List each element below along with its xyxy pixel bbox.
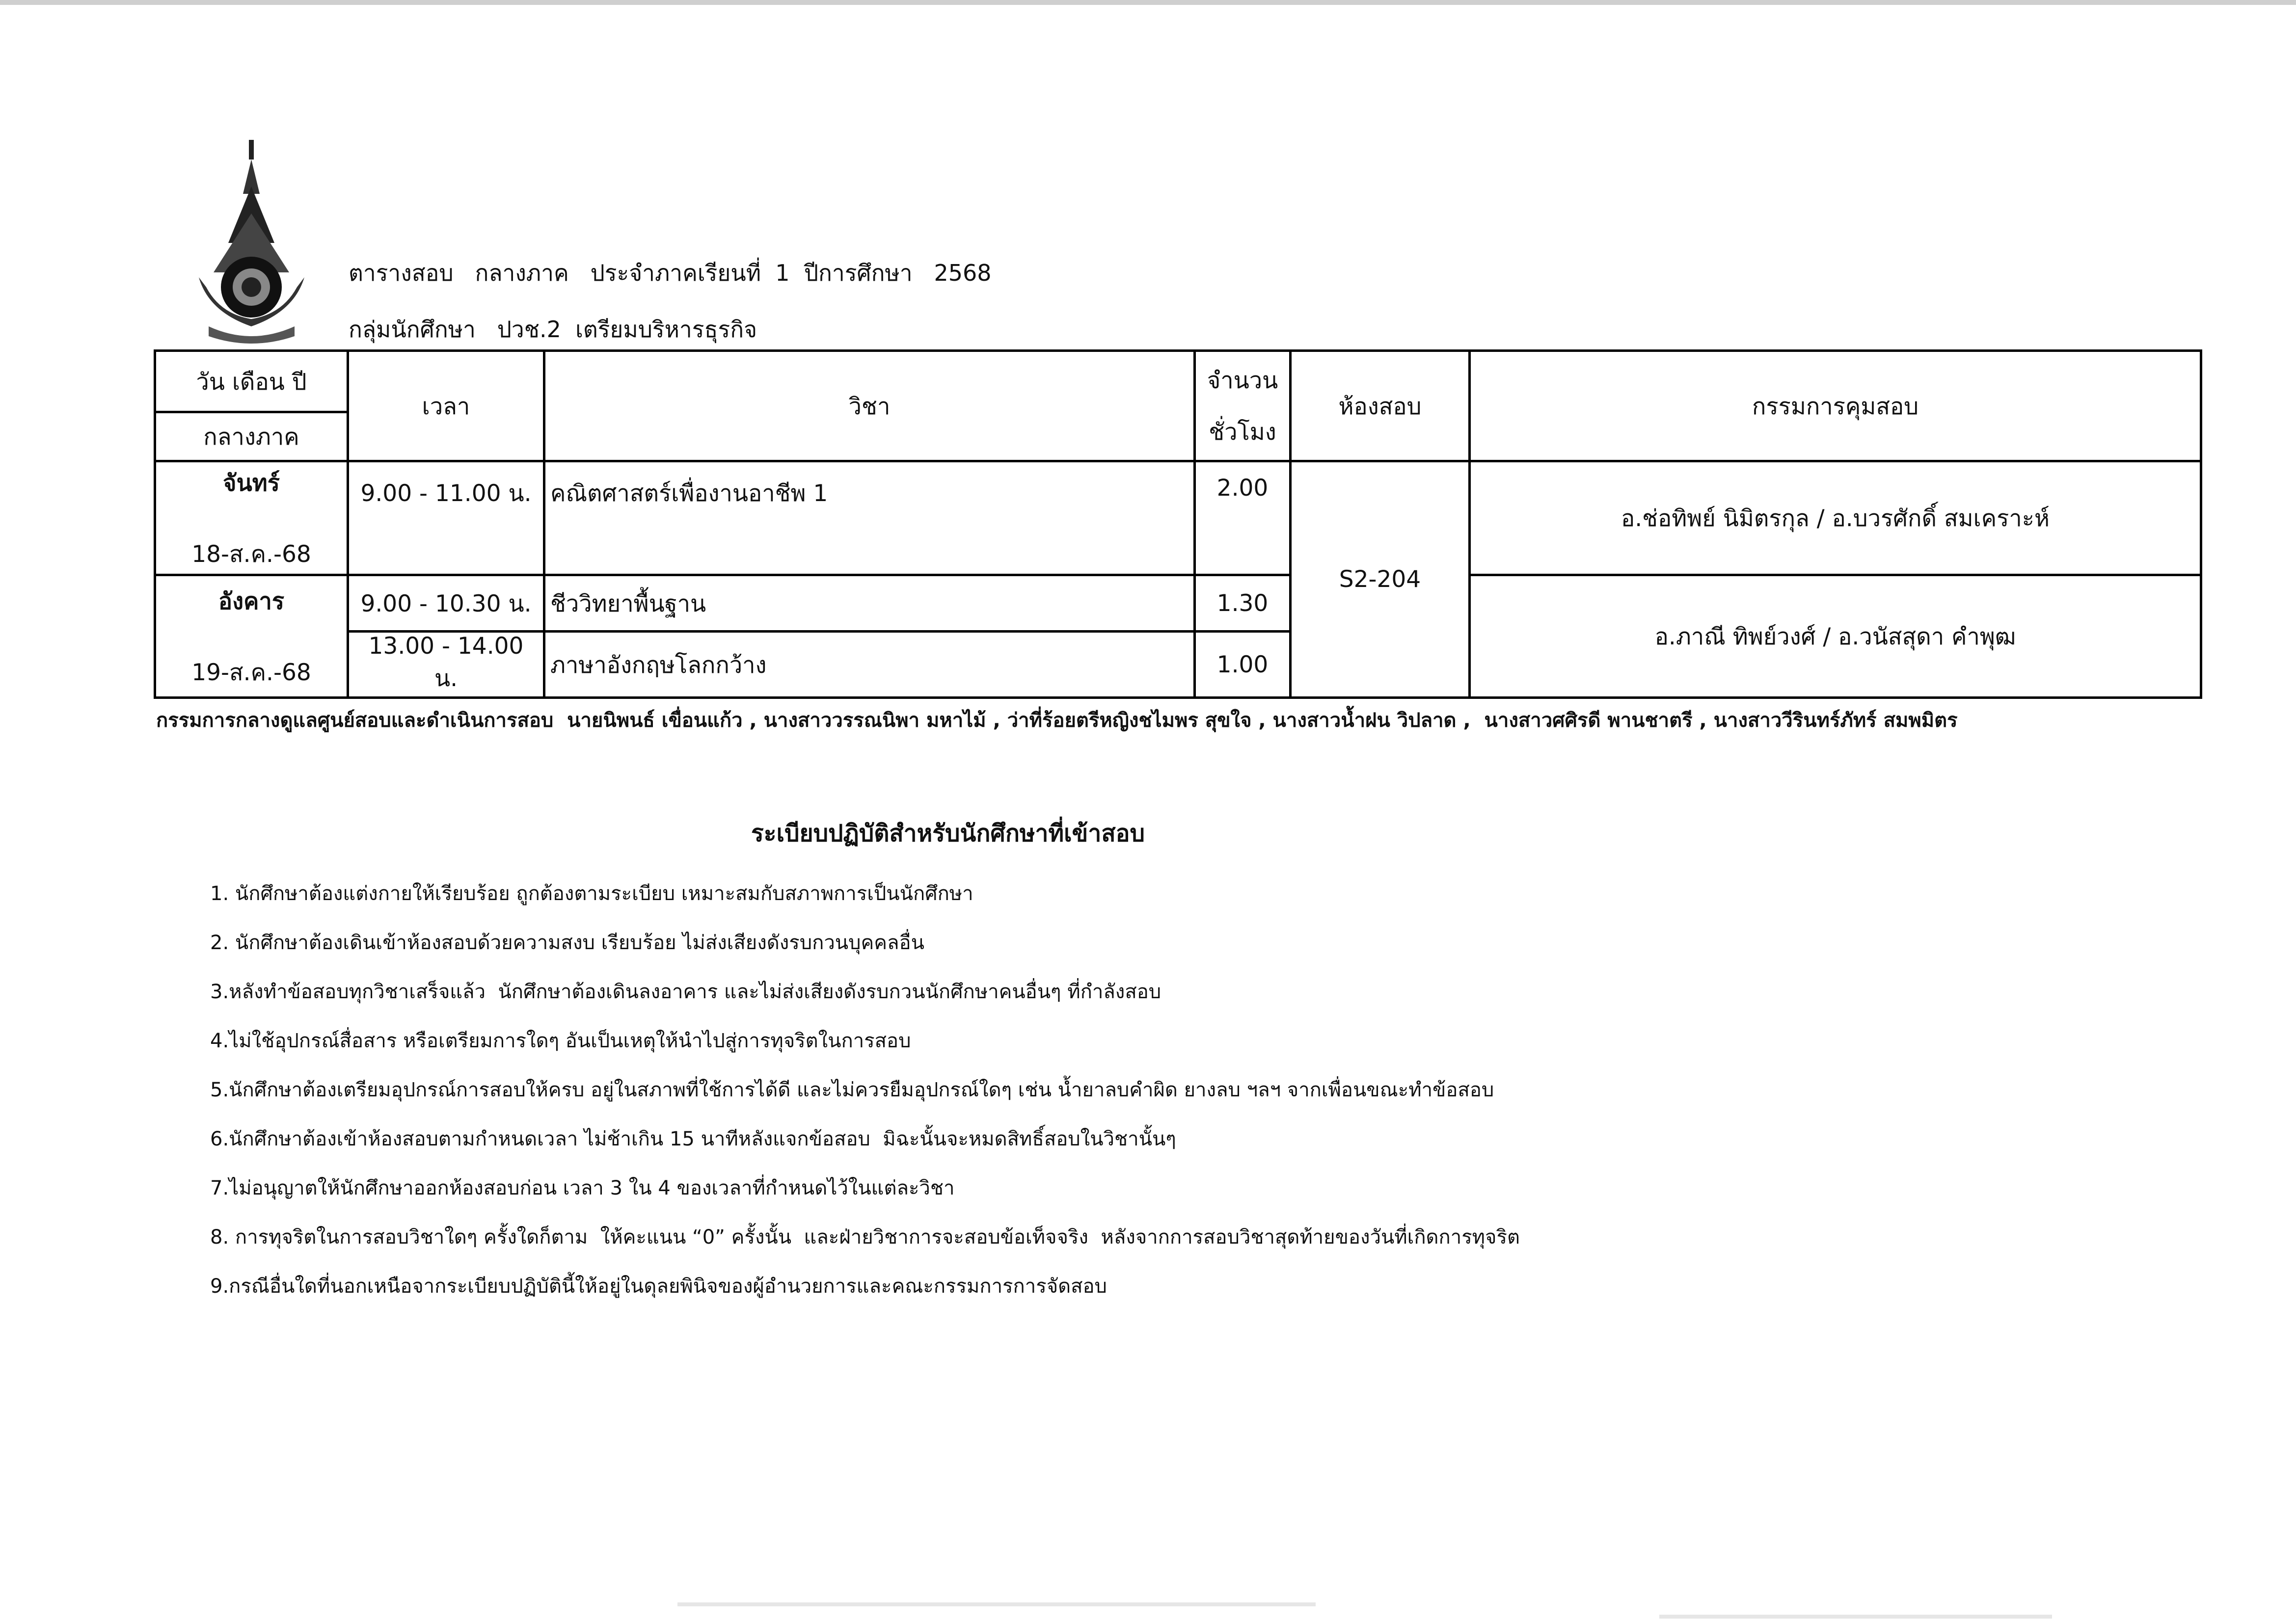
exam-subject: ชีววิทยาพื้นฐาน — [544, 575, 1195, 632]
day-name: จันทร์ — [223, 469, 280, 497]
exam-time: 9.00 - 10.30 น. — [348, 575, 544, 632]
exam-time: 13.00 - 14.00 น. — [348, 632, 544, 698]
institution-logo — [194, 140, 309, 346]
table-header-row — [155, 351, 2201, 412]
bleed-through-mark — [677, 1602, 1316, 1606]
header-midterm: กลางภาค — [155, 412, 348, 461]
header-subject: วิชา — [544, 351, 1195, 461]
exam-hours: 1.00 — [1195, 632, 1291, 698]
exam-subject: คณิตศาสตร์เพื่องานอาชีพ 1 — [544, 461, 1195, 575]
proctor-names: อ.ช่อทิพย์ นิมิตรกุล / อ.บวรศักดิ์ สมเคราะห์ — [1470, 461, 2201, 575]
header-proctors: กรรมการคุมสอบ — [1470, 351, 2201, 461]
table-row — [155, 461, 2201, 575]
exam-date: 19-ส.ค.-68 — [191, 659, 311, 686]
header-hours-line1: จำนวน — [1207, 367, 1278, 394]
rule-item: 4.ไม่ใช้อุปกรณ์สื่อสาร หรือเตรียมการใดๆ อันเป็นเหตุให้นำไปสู่การทุจริตในการสอบ — [210, 1030, 911, 1052]
rule-item: 8. การทุจริตในการสอบวิชาใดๆ ครั้งใดก็ตาม ให้คะแนน “0” ครั้งนั้น และฝ่ายวิชาการจะสอบข้อเท็จจริง หลังจากการสอบวิชาสุดท้ายของวันที่เกิดการทุจริต — [210, 1226, 1520, 1249]
exam-schedule-table — [154, 349, 2202, 699]
exam-room: S2-204 — [1291, 461, 1470, 698]
rule-item: 3.หลังทำข้อสอบทุกวิชาเสร็จแล้ว นักศึกษาต้องเดินลงอาคาร และไม่ส่งเสียงดังรบกวนนักศึกษาคนอื่นๆ ที่กำลังสอบ — [210, 981, 1162, 1003]
rules-heading: ระเบียบปฏิบัติสำหรับนักศึกษาที่เข้าสอบ — [751, 820, 1145, 847]
rule-item: 2. นักศึกษาต้องเดินเข้าห้องสอบด้วยความสงบ เรียบร้อย ไม่ส่งเสียงดังรบกวนบุคคลอื่น — [210, 931, 924, 954]
rule-item: 6.นักศึกษาต้องเข้าห้องสอบตามกำหนดเวลา ไม่ช้าเกิน 15 นาทีหลังแจกข้อสอบ มิฉะนั้นจะหมดสิทธิ์สอบในวิชานั้นๆ — [210, 1128, 1176, 1150]
exam-hours: 2.00 — [1195, 461, 1291, 575]
rule-item: 7.ไม่อนุญาตให้นักศึกษาออกห้องสอบก่อน เวลา 3 ใน 4 ของเวลาที่กำหนดไว้ในแต่ละวิชา — [210, 1177, 955, 1199]
exam-date: 18-ส.ค.-68 — [191, 540, 311, 568]
exam-subject: ภาษาอังกฤษโลกกว้าง — [544, 632, 1195, 698]
exam-schedule-title: ตารางสอบ กลางภาค ประจำภาคเรียนที่ 1 ปีการศึกษา 2568 — [349, 260, 992, 286]
rule-item: 9.กรณีอื่นใดที่นอกเหนือจากระเบียบปฏิบัตินี้ให้อยู่ในดุลยพินิจของผู้อำนวยการและคณะกรรมการการจัดสอบ — [210, 1275, 1107, 1298]
date-cell — [155, 461, 348, 575]
scan-edge — [0, 0, 2296, 5]
rule-item: 5.นักศึกษาต้องเตรียมอุปกรณ์การสอบให้ครบ อยู่ในสภาพที่ใช้การได้ดี และไม่ควรยืมอุปกรณ์ใดๆ เช่น น้ำยาลบคำผิด ยางลบ ฯลฯ จากเพื่อนขณะทำข้อสอบ — [210, 1079, 1494, 1101]
central-committee-note: กรรมการกลางดูแลศูนย์สอบและดำเนินการสอบ นายนิพนธ์ เขื่อนแก้ว , นางสาววรรณนิพา มหาไม้ , ว่าที่ร้อยตรีหญิงชไมพร สุขใจ , นางสาวน้ำฝน วิปลาด , นางสาวศศิรดี พานชาตรี , นางสาววีรินทร์ภัทร์ สมพมิตร — [156, 709, 1958, 732]
student-group-title: กลุ่มนักศึกษา ปวช.2 เตรียมบริหารธุรกิจ — [349, 316, 757, 343]
header-room: ห้องสอบ — [1291, 351, 1470, 461]
header-hours — [1195, 351, 1291, 461]
rule-item: 1. นักศึกษาต้องแต่งกายให้เรียบร้อย ถูกต้องตามระเบียบ เหมาะสมกับสภาพการเป็นนักศึกษา — [210, 882, 973, 905]
date-cell — [155, 575, 348, 698]
proctor-names: อ.ภาณี ทิพย์วงศ์ / อ.วนัสสุดา คำพุฒ — [1470, 575, 2201, 698]
bleed-through-mark — [1659, 1615, 2052, 1619]
table-row — [155, 575, 2201, 632]
header-date: วัน เดือน ปี — [155, 351, 348, 412]
header-hours-line2: ชั่วโมง — [1209, 419, 1276, 446]
header-time: เวลา — [348, 351, 544, 461]
exam-time: 9.00 - 11.00 น. — [348, 461, 544, 575]
exam-hours: 1.30 — [1195, 575, 1291, 632]
day-name: อังคาร — [218, 587, 285, 615]
